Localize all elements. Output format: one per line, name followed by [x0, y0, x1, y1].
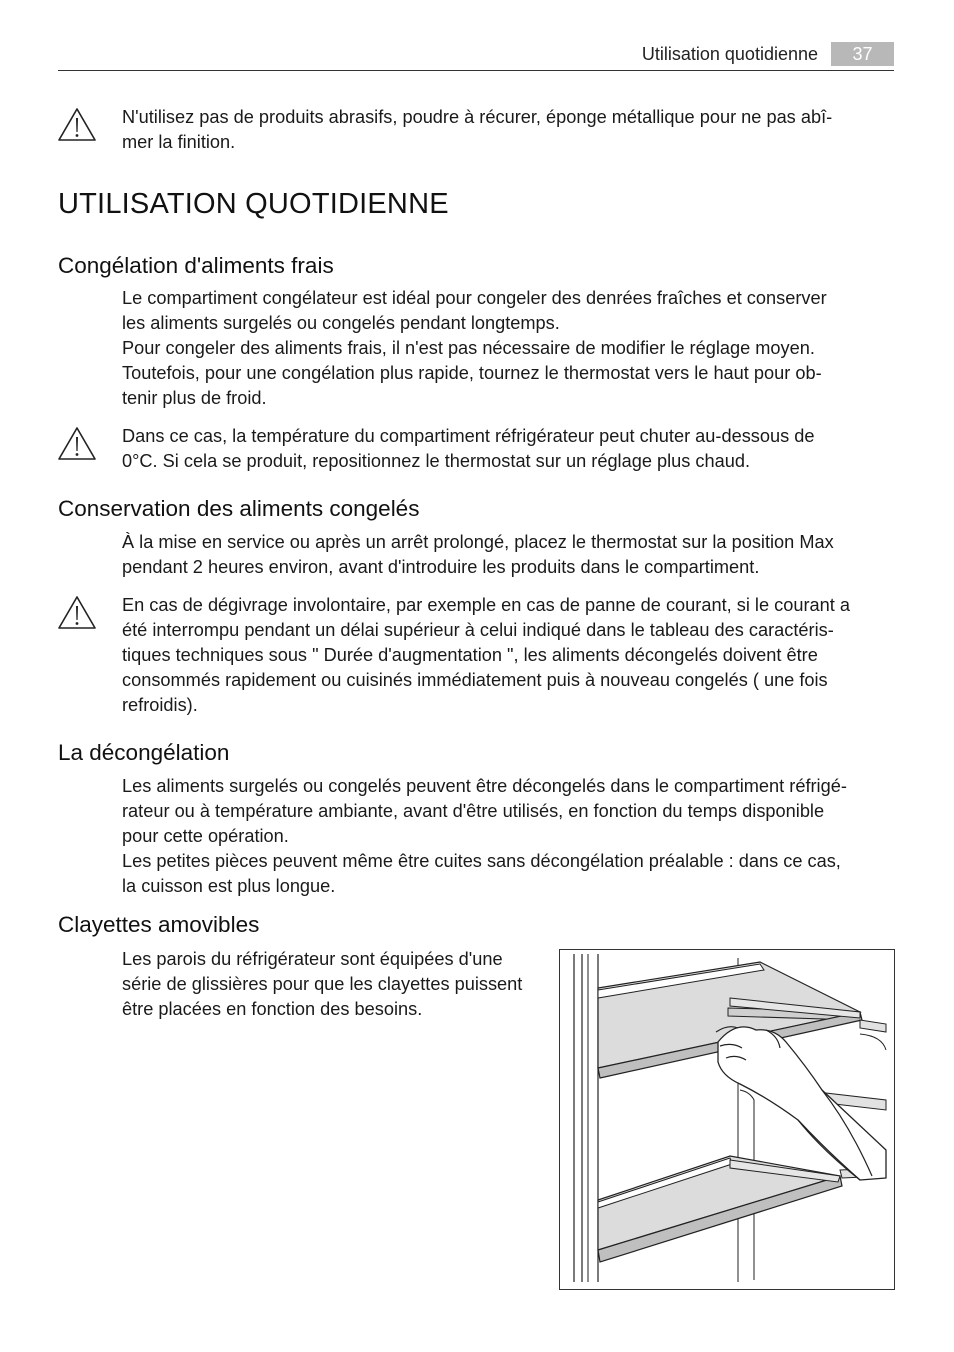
heading-shelves: Clayettes amovibles: [58, 912, 260, 937]
warning-triangle-icon: [57, 595, 97, 631]
text-line: tiques techniques sous " Durée d'augmentation ", les aliments décongelés doivent être: [122, 645, 818, 665]
heading-thawing: La décongélation: [58, 740, 230, 765]
heading-freezing: Congélation d'aliments frais: [58, 253, 334, 278]
heading-storage: Conservation des aliments congelés: [58, 496, 420, 521]
text-line: Les aliments surgelés ou congelés peuvent être décongelés dans le compartiment réfrigé-: [122, 776, 847, 796]
warning-triangle-icon: [57, 426, 97, 462]
thawing-paragraph: [122, 774, 897, 899]
text-line: consommés rapidement ou cuisinés immédiatement puis à nouveau congelés ( une fois: [122, 670, 828, 690]
page-number: 37: [831, 42, 894, 66]
text-line: la cuisson est plus longue.: [122, 876, 336, 896]
intro-warning-text: [122, 105, 892, 155]
text-line: pour cette opération.: [122, 826, 289, 846]
freezing-warning-text: [122, 424, 892, 474]
shelves-paragraph: [122, 947, 552, 1022]
text-line: refroidis).: [122, 695, 198, 715]
storage-warning-text: [122, 593, 897, 718]
text-line: Les petites pièces peuvent même être cuites sans décongélation préalable : dans ce cas,: [122, 851, 841, 871]
shelf-removal-illustration-icon: [560, 950, 894, 1289]
text-line: Toutefois, pour une congélation plus rapide, tournez le thermostat vers le haut pour ob-: [122, 363, 822, 383]
page-title: UTILISATION QUOTIDIENNE: [58, 188, 449, 220]
freezing-paragraph: [122, 286, 892, 411]
text-line: Dans ce cas, la température du compartiment réfrigérateur peut chuter au-dessous de: [122, 426, 815, 446]
text-line: pendant 2 heures environ, avant d'introduire les produits dans le compartiment.: [122, 557, 760, 577]
shelf-removal-figure: [559, 949, 895, 1290]
text-line: En cas de dégivrage involontaire, par exemple en cas de panne de courant, si le courant a: [122, 595, 850, 615]
text-line: les aliments surgelés ou congelés pendant longtemps.: [122, 313, 560, 333]
warning-triangle-icon: [57, 107, 97, 143]
text-line: Les parois du réfrigérateur sont équipées d'une: [122, 949, 503, 969]
text-line: À la mise en service ou après un arrêt prolongé, placez le thermostat sur la position Max: [122, 532, 834, 552]
text-line: série de glissières pour que les clayettes puissent: [122, 974, 523, 994]
text-line: 0°C. Si cela se produit, repositionnez le thermostat sur un réglage plus chaud.: [122, 451, 751, 471]
text-line: N'utilisez pas de produits abrasifs, poudre à récurer, éponge métallique pour ne pas abî-: [122, 107, 833, 127]
text-line: Le compartiment congélateur est idéal pour congeler des denrées fraîches et conserver: [122, 288, 827, 308]
header-divider: [58, 70, 894, 71]
text-line: rateur ou à température ambiante, avant d'être utilisés, en fonction du temps disponible: [122, 801, 825, 821]
text-line: Pour congeler des aliments frais, il n'est pas nécessaire de modifier le réglage moyen.: [122, 338, 815, 358]
text-line: tenir plus de froid.: [122, 388, 267, 408]
header-section-title: Utilisation quotidienne: [641, 44, 818, 64]
text-line: être placées en fonction des besoins.: [122, 999, 423, 1019]
text-line: mer la finition.: [122, 132, 236, 152]
text-line: été interrompu pendant un délai supérieur à celui indiqué dans le tableau des caractéris-: [122, 620, 834, 640]
storage-paragraph: [122, 530, 892, 580]
